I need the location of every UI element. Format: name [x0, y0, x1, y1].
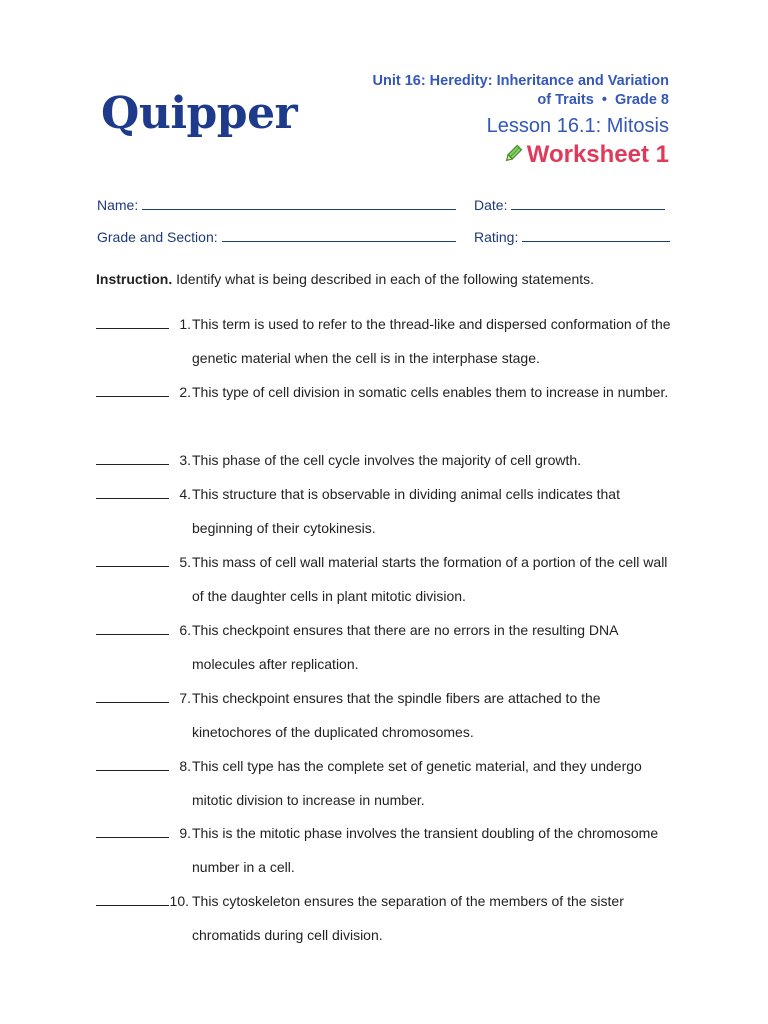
answer-blank[interactable]	[96, 396, 169, 397]
question-text: This mass of cell wall material starts the formation of a portion of the cell wall of the daughter cells in plant mitotic division.	[192, 554, 668, 604]
answer-blank[interactable]	[96, 702, 169, 703]
worksheet-header	[372, 72, 669, 172]
question-number: 8.	[179, 758, 191, 774]
question-number: 10.	[169, 893, 189, 909]
question-text: This checkpoint ensures that the spindle fibers are attached to the kinetochores of the duplicated chromosomes.	[192, 690, 601, 740]
worksheet-title	[372, 140, 669, 172]
date-line[interactable]	[511, 197, 665, 210]
grade-section-field[interactable]	[97, 229, 456, 245]
question-number: 7.	[179, 690, 191, 706]
question-number: 2.	[179, 384, 191, 400]
pencil-icon	[503, 142, 523, 172]
answer-blank[interactable]	[96, 328, 169, 329]
question-text: This structure that is observable in dividing animal cells indicates that beginning of their cytokinesis.	[192, 486, 620, 536]
question-number: 5.	[179, 554, 191, 570]
question-number: 4.	[179, 486, 191, 502]
question-text: This checkpoint ensures that there are no errors in the resulting DNA molecules after replication.	[192, 622, 618, 672]
answer-blank[interactable]	[96, 634, 169, 635]
name-line[interactable]	[142, 197, 456, 210]
instruction	[96, 271, 594, 287]
answer-blank[interactable]	[96, 837, 169, 838]
question-number: 9.	[179, 825, 191, 841]
lesson-title: Lesson 16.1: Mitosis	[486, 115, 669, 137]
question-number: 6.	[179, 622, 191, 638]
answer-blank[interactable]	[96, 770, 169, 771]
question-number: 3.	[179, 452, 191, 468]
answer-blank[interactable]	[96, 464, 169, 465]
instruction-label: Instruction.	[96, 271, 173, 287]
unit-title-line-1: Unit 16: Heredity: Inheritance and Variation	[372, 73, 669, 89]
question-number: 1.	[179, 316, 191, 332]
instruction-text: Identify what is being described in each of the following statements.	[172, 271, 595, 287]
rating-label: Rating:	[474, 229, 519, 245]
name-field[interactable]	[97, 197, 456, 213]
rating-line[interactable]	[522, 229, 670, 242]
worksheet-label: Worksheet 1	[526, 141, 669, 168]
name-label: Name:	[97, 197, 139, 213]
grade-section-line[interactable]	[222, 229, 456, 242]
question-text: This term is used to refer to the thread-like and dispersed conformation of the genetic material when the cell is in the interphase stage.	[192, 316, 671, 366]
question-text: This cell type has the complete set of genetic material, and they undergo mitotic division to increase in number.	[192, 758, 642, 808]
date-field[interactable]	[474, 197, 665, 213]
answer-blank[interactable]	[96, 566, 169, 567]
rating-field[interactable]	[474, 229, 670, 245]
grade-section-label: Grade and Section:	[97, 229, 218, 245]
question-text: This cytoskeleton ensures the separation of the members of the sister chromatids during cell division.	[192, 893, 624, 943]
quipper-logo: Quipper	[101, 88, 298, 139]
question-text: This phase of the cell cycle involves the majority of cell growth.	[192, 452, 582, 468]
answer-blank[interactable]	[96, 498, 169, 499]
question-text: This is the mitotic phase involves the transient doubling of the chromosome number in a cell.	[192, 825, 659, 875]
date-label: Date:	[474, 197, 508, 213]
unit-title-line-2: of Traits • Grade 8	[537, 92, 669, 108]
answer-blank[interactable]	[96, 905, 169, 906]
question-text: This type of cell division in somatic cells enables them to increase in number.	[192, 384, 669, 400]
